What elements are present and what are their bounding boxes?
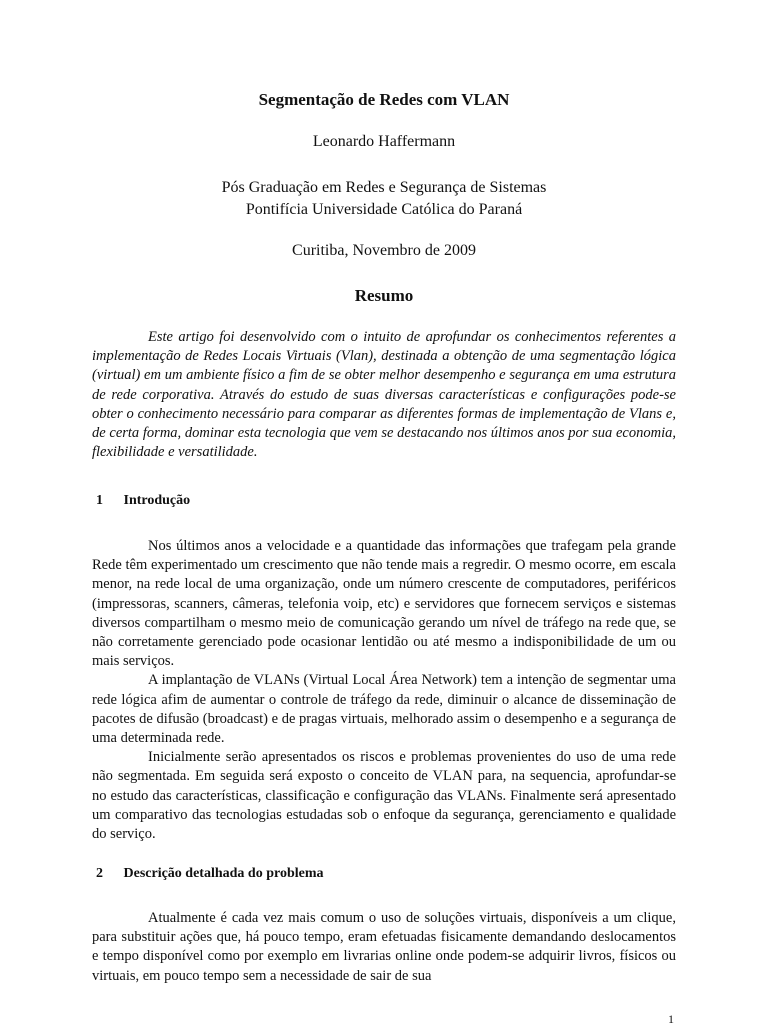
section-title: Descrição detalhada do problema — [123, 866, 324, 881]
paper-title: Segmentação de Redes com VLAN — [258, 90, 510, 109]
section-number: 2 — [96, 866, 103, 881]
affiliation — [0, 177, 768, 221]
author-name: Leonardo Haffermann — [312, 133, 456, 150]
affiliation-line-2: Pontifícia Universidade Católica do Paraná — [245, 201, 523, 218]
paragraph: Atualmente é cada vez mais comum o uso de soluções virtuais, disponíveis a um clique, para substituir ações que, há pouco tempo, eram efetuadas fisicamente demandando deslocamentos e tempo disponível como por exemplo em livrarias online onde podem-se adquirir livros, físicos ou virtuais, em pouco tempo sem a necessidade de sair de sua — [92, 910, 676, 984]
paragraph: A implantação de VLANs (Virtual Local Área Network) tem a intenção de segmentar uma rede lógica afim de aumentar o controle de tráfego da rede, diminuir o alcance de disseminação de pacotes de difusão (broadcast) e de pragas virtuais, melhorado assim o desempenho e a segurança de uma determinada rede. — [92, 672, 676, 747]
abstract-heading: Resumo — [354, 286, 414, 305]
section-title: Introdução — [123, 493, 191, 508]
section-heading-introducao — [96, 493, 190, 509]
paragraph: Nos últimos anos a velocidade e a quantidade das informações que trafegam pela grande Rede têm experimentado um crescimento que não tende mais a regredir. O mesmo ocorre, em escala menor, na rede local de uma organização, onde um número crescente de computadores, periféricos (impressoras, scanners, câmeras, telefonia voip, etc) e servidores que fornecem serviços e sistemas diversos compartilham o mesmo meio de comunicação gerando um nível de tráfego na rede que, se não corretamente gerenciado pode ocasionar lentidão ou até mesmo a indisponibilidade de um ou mais serviços. — [92, 538, 676, 670]
abstract-text: Este artigo foi desenvolvido com o intuito de aprofundar os conhecimentos referentes a implementação de Redes Locais Virtuais (Vlan), destinada a obtenção de uma segmentação lógica (virtual) em um ambiente físico a fim de se obter melhor desempenho e segurança em uma estrutura de rede corporativa. Através do estudo de suas diversas características e configurações pode-se obter o conhecimento necessário para comparar as diferentes formas de implementação de Vlans e, de certa forma, dominar esta tecnologia que vem se destacando nos últimos anos por sua economia, flexibilidade e versatilidade. — [92, 329, 676, 461]
section-body-introducao — [92, 537, 676, 844]
affiliation-line-1: Pós Graduação em Redes e Segurança de Sistemas — [221, 179, 547, 196]
section-body-descricao — [92, 909, 676, 986]
section-heading-descricao — [96, 866, 324, 882]
section-number: 1 — [96, 493, 103, 508]
place-date: Curitiba, Novembro de 2009 — [292, 242, 476, 259]
page-number: 1 — [668, 1012, 674, 1026]
paragraph: Inicialmente serão apresentados os riscos e problemas provenientes do uso de uma rede não segmentada. Em seguida será exposto o conceito de VLAN para, na sequencia, aprofundar-se no estudo das características, classificação e configuração das VLANs. Finalmente será apresentado um comparativo das tecnologias estudadas sob o enfoque da segurança, gerenciamento e qualidade do serviço. — [92, 749, 676, 843]
